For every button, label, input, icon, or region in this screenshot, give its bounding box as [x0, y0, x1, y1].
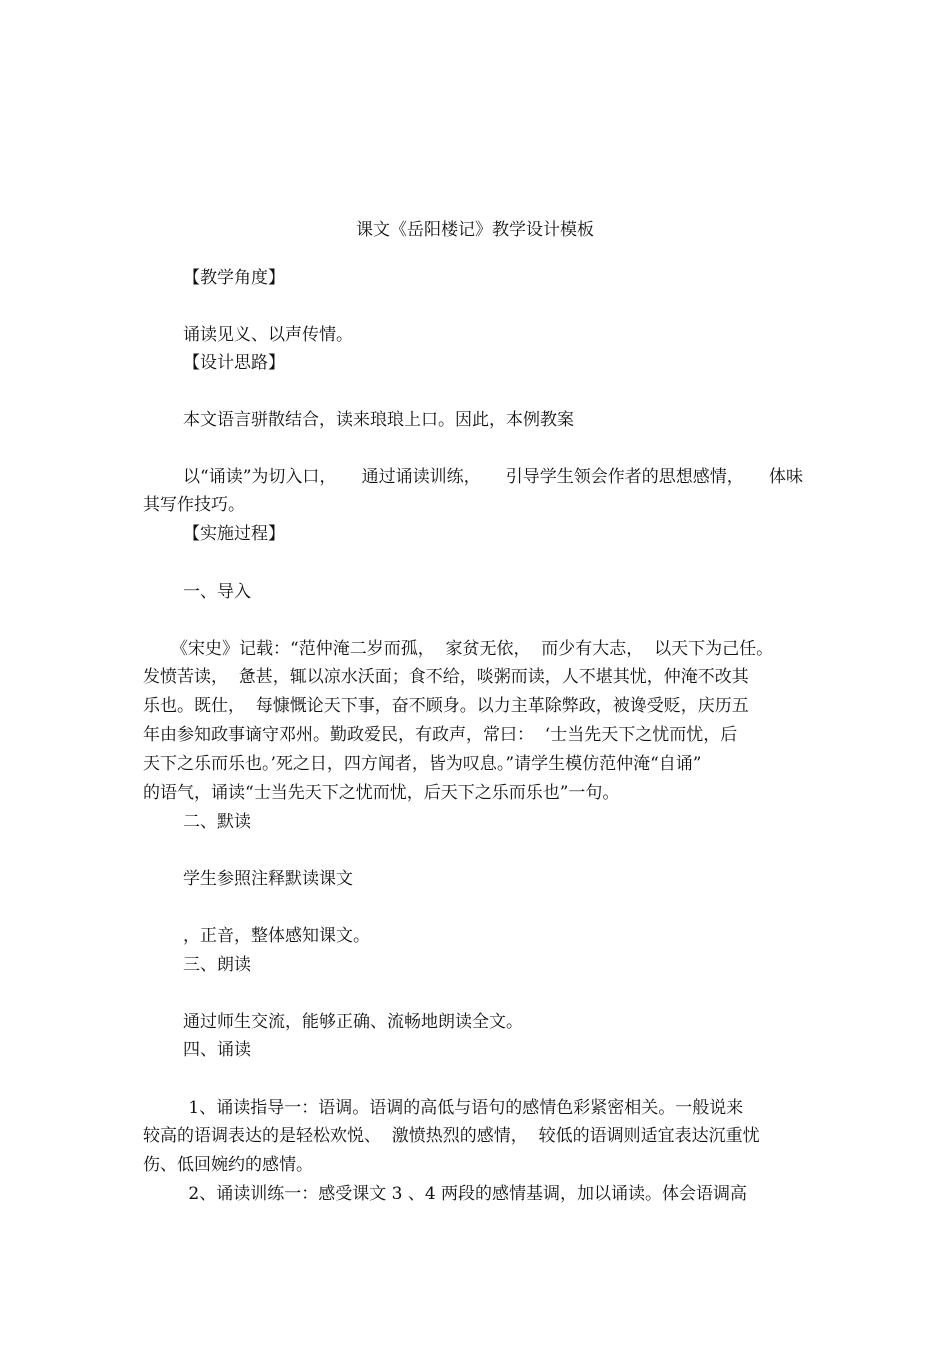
design-text-fragment: 引导学生领会作者的思想感情， — [505, 467, 744, 487]
recitation-item-line: 2、诵读训练一：感受课文 3 、4 两段的感情基调，加以诵读。体会语调高 — [183, 1184, 748, 1204]
design-text-fragment: 通过诵读训练， — [361, 467, 481, 487]
section-title-reading-aloud: 三、朗读 — [183, 955, 251, 975]
intro-paragraph-line: 年由参知政事谪守邓州。勤政爱民，有政声，常曰： ‘士当先天下之忧而忧，后 — [143, 725, 738, 745]
intro-paragraph-line: 天下之乐而乐也。’死之日，四方闻者，皆为叹息。”请学生模仿范仲淹“自诵” — [143, 754, 702, 774]
section-title-recitation: 四、诵读 — [183, 1040, 251, 1060]
intro-paragraph-line: 乐也。既仕， 每慷慨论天下事，奋不顾身。以力主革除弊政，被谗受贬，庆历五 — [143, 696, 749, 716]
recitation-item-line: 较高的语调表达的是轻松欢悦、 激愤热烈的感情， 较低的语调则适宜表达沉重忧 — [143, 1126, 760, 1146]
silent-reading-text: 学生参照注释默读课文 — [183, 869, 353, 889]
intro-paragraph-line: 《宋史》记载：“范仲淹二岁而孤， 家贫无依， 而少有大志， 以天下为己任。 — [171, 639, 774, 659]
design-text-line: 其写作技巧。 — [143, 495, 245, 515]
reading-aloud-text: 通过师生交流，能够正确、流畅地朗读全文。 — [183, 1012, 523, 1032]
design-text-fragment: 体味 — [769, 467, 803, 487]
section-title-intro: 一、导入 — [183, 582, 251, 602]
silent-reading-text: ，正音，整体感知课文。 — [183, 926, 370, 946]
design-text-fragment: 以“诵读”为切入口， — [183, 467, 337, 487]
angle-text: 诵读见义、以声传情。 — [183, 325, 353, 345]
heading-teaching-angle: 【教学角度】 — [183, 268, 285, 288]
intro-paragraph-line: 发愤苦读， 惫甚，辄以凉水沃面；食不给，啖粥而读，人不堪其忧，仲淹不改其 — [143, 667, 749, 687]
intro-paragraph-line: 的语气，诵读“士当先天下之忧而忧，后天下之乐而乐也”一句。 — [143, 783, 620, 803]
recitation-item-line: 伤、低回婉约的感情。 — [143, 1155, 313, 1175]
heading-process: 【实施过程】 — [183, 524, 285, 544]
design-text-line: 本文语言骈散结合，读来琅琅上口。因此，本例教案 — [183, 410, 574, 430]
page-title: 课文《岳阳楼记》教学设计模板 — [356, 220, 594, 240]
design-text-line — [183, 467, 803, 487]
heading-design-idea: 【设计思路】 — [183, 353, 285, 373]
section-title-silent-reading: 二、默读 — [183, 812, 251, 832]
recitation-item-line: 1、诵读指导一：语调。语调的高低与语句的感情色彩紧密相关。一般说来 — [183, 1098, 744, 1118]
